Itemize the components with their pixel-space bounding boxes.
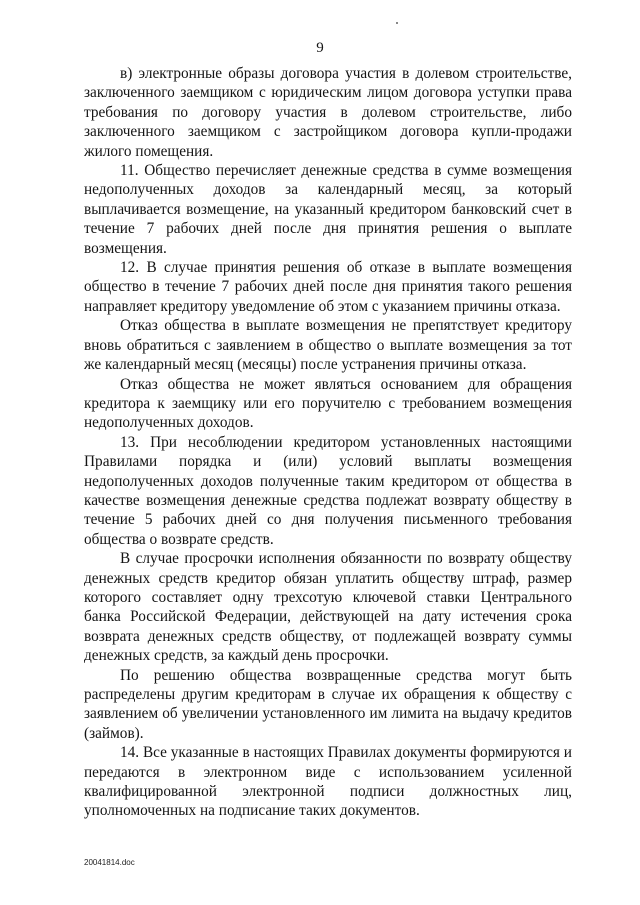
paragraph-redistribution: По решению общества возвращенные средства могут быть распределены другим кредиторам в случае их обращения к обществу с заявлением об увеличении установленного им лимита на выдачу кредитов (займов).: [84, 666, 572, 742]
paragraph-penalty: В случае просрочки исполнения обязанности по возврату обществу денежных средств кредитор обязан уплатить обществу штраф, размер которого составляет одну трехсотую ключевой ставки Центрального банка Российской Федерации, действующей на дату истечения срока возврата денежных средств обществу, от подлежащей возврату суммы денежных средств, за каждый день просрочки.: [84, 550, 572, 665]
paragraph-12: 12. В случае принятия решения об отказе в выплате возмещения общество в течение 7 рабочих дней после дня принятия такого решения направляет кредитору уведомление об этом с указанием причины отказа.: [84, 259, 572, 315]
document-body: [84, 64, 572, 821]
page-number: 9: [316, 40, 324, 56]
paragraph-11: 11. Общество перечисляет денежные средства в сумме возмещения недополученных доходов за календарный месяц, за который выплачивается возмещение, на указанный кредитором банковский счет в течение 7 рабочих дней после дня принятия решения о выплате возмещения.: [84, 162, 572, 257]
paragraph-refusal-no-grounds: Отказ общества не может являться основанием для обращения кредитора к заемщику или его поручителю с требованием возмещения недополученных доходов.: [84, 375, 572, 432]
paragraph-refusal-no-obstacle: Отказ общества в выплате возмещения не препятствует кредитору вновь обратиться с заявлением в общество о выплате возмещения за тот же календарный месяц (месяцы) после устранения причины отказа.: [84, 317, 572, 374]
paragraph-13: 13. При несоблюдении кредитором установленных настоящими Правилами порядка и (или) условий выплаты возмещения недополученных доходов полученные таким кредитором от общества в качестве возмещения денежные средства подлежат возврату обществу в течение 5 рабочих дней со дня получения письменного требования общества о возврате средств.: [84, 433, 572, 548]
paragraph-14: 14. Все указанные в настоящих Правилах документы формируются и передаются в электронном виде с использованием усиленной квалифицированной электронной подписи должностных лиц, уполномоченных на подписание таких документов.: [84, 744, 572, 820]
paragraph-item-v: в) электронные образы договора участия в долевом строительстве, заключенного заемщиком с юридическим лицом договора уступки права требования по договору участия в долевом строительстве, либо заключенного заемщиком с застройщиком договора купли-продажи жилого помещения.: [84, 65, 572, 160]
scan-dot: [396, 22, 398, 24]
footer-filename: 20041814.doc: [84, 858, 135, 867]
